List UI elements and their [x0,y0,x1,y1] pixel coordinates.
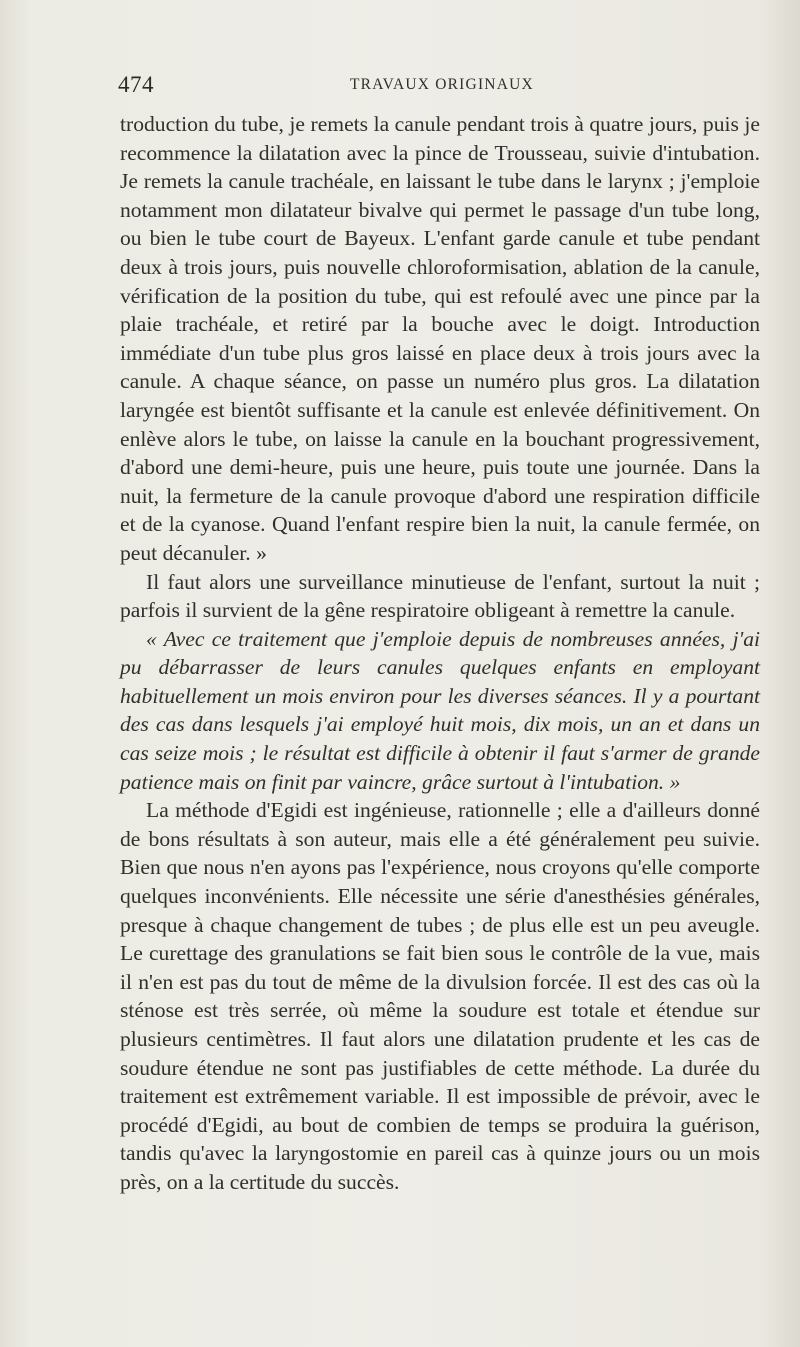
paragraph-surveillance: Il faut alors une surveillance minutieuse de l'enfant, surtout la nuit ; parfois il survient de la gêne respiratoire obligeant à remettre la canule. [120,569,760,623]
paragraph-continuation: troduction du tube, je remets la canule pendant trois à quatre jours, puis je recommence la dilatation avec la pince de Trousseau, suivie d'intubation. Je remets la canule trachéale, en laissant le tube dans le larynx ; j'emploie notamment mon dilatateur bivalve qui permet le passage d'un tube long, ou bien le tube court de Bayeux. L'enfant garde canule et tube pendant deux à trois jours, puis nouvelle chloroformisation, ablation de la canule, vérification de la position du tube, qui est refoulé avec une pince par la plaie trachéale, et retiré par la bouche avec le doigt. Introduction immédiate d'un tube plus gros laissé en place deux à trois jours avec la canule. A chaque séance, on passe un numéro plus gros. La dilatation laryngée est bientôt suffisante et la canule est enlevée définitivement. On enlève alors le tube, on laisse la canule en la bouchant progressivement, d'abord une demi-heure, puis une heure, puis toute une journée. Dans la nuit, la fermeture de la canule provoque d'abord une respiration difficile et de la cyanose. Quand l'enfant respire bien la nuit, la canule fermée, on peut décanuler. » [120,112,760,565]
page-number: 474 [118,72,154,97]
running-head: TRAVAUX ORIGINAUX [350,76,534,93]
paragraph-quotation: « Avec ce traitement que j'emploie depuis de nombreuses années, j'ai pu débarrasser de leurs canules quelques enfants en employant habituellement un mois environ pour les diverses séances. Il y a pourtant des cas dans lesquels j'ai employé huit mois, dix mois, un an et dans un cas seize mois ; le résultat est difficile à obtenir il faut s'armer de grande patience mais on finit par vaincre, grâce surtout à l'intubation. » [120,626,760,794]
paragraph-egidi-method: La méthode d'Egidi est ingénieuse, rationnelle ; elle a d'ailleurs donné de bons résultats à son auteur, mais elle a été généralement peu suivie. Bien que nous n'en ayons pas l'expérience, nous croyons qu'elle comporte quelques inconvénients. Elle nécessite une série d'anesthésies générales, presque à chaque changement de tubes ; de plus elle est un peu aveugle. Le curettage des granulations se fait bien sous le contrôle de la vue, mais il n'en est pas du tout de même de la divulsion forcée. Il est des cas où la sténose est très serrée, où même la soudure est totale et étendue sur plusieurs centimètres. Il faut alors une dilatation prudente et les cas de soudure étendue ne sont pas justifiables de cette méthode. La durée du traitement est extrêmement variable. Il est impossible de prévoir, avec le procédé d'Egidi, au bout de combien de temps se produira la guérison, tandis qu'avec la laryngostomie en pareil cas à quinze jours ou un mois près, on a la certitude du succès. [120,798,760,1194]
body-text [120,110,760,1197]
page-header [118,72,678,104]
